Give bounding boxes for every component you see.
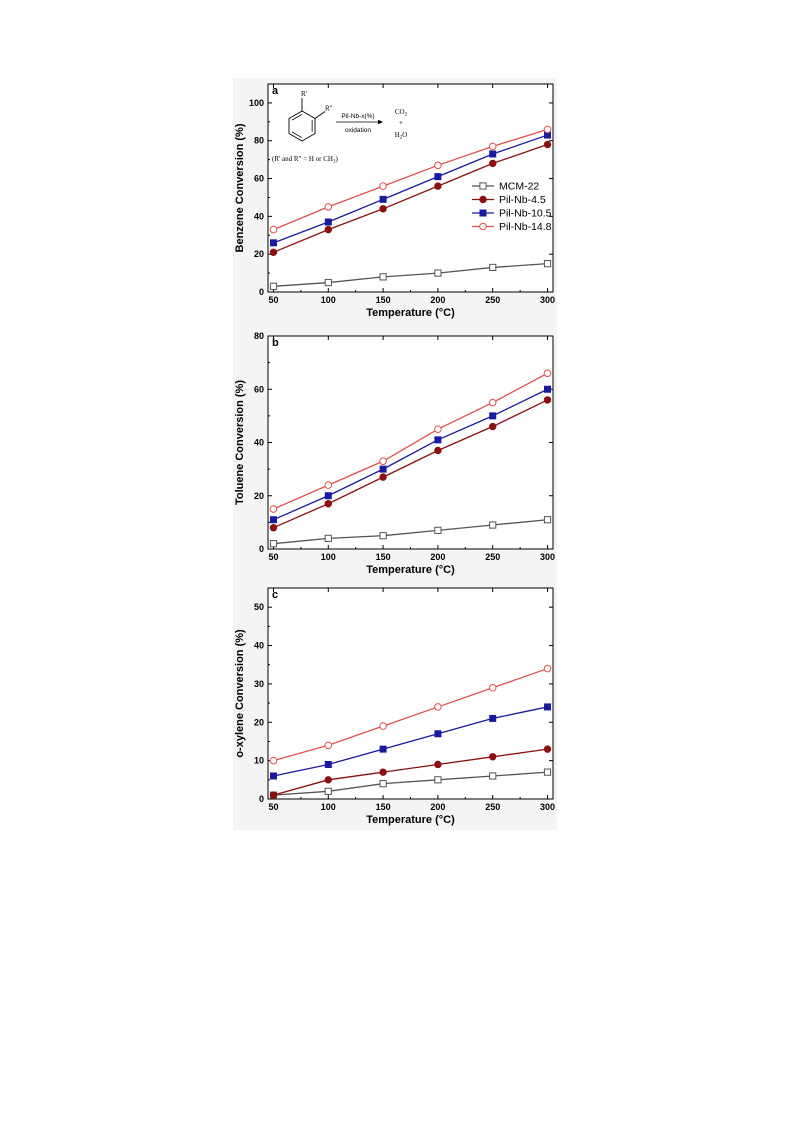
- data-point-pil-nb-14-8: [544, 665, 551, 672]
- y-axis-label: Benzene Conversion (%): [234, 123, 246, 253]
- data-point-pil-nb-10-5: [435, 731, 441, 737]
- legend-label: Pil-Nb-10.5: [499, 207, 552, 220]
- data-point-pil-nb-10-5: [325, 761, 331, 767]
- data-point-pil-nb-14-8: [325, 482, 332, 489]
- plot-area-b: [268, 336, 553, 549]
- data-point-mcm-22: [380, 274, 386, 280]
- substituent-side-label: R": [324, 104, 333, 113]
- x-tick-label: 100: [320, 802, 336, 812]
- y-tick-label: 40: [253, 211, 264, 222]
- panel-a: [234, 84, 555, 319]
- y-axis-label: Toluene Conversion (%): [234, 379, 246, 506]
- data-point-pil-nb-10-5: [435, 174, 441, 180]
- data-point-pil-nb-4-5: [270, 524, 277, 531]
- data-point-pil-nb-10-5: [490, 151, 496, 157]
- data-point-pil-nb-4-5: [544, 141, 551, 148]
- product-1: $CO_2$: [394, 108, 408, 118]
- data-point-mcm-22: [270, 541, 276, 547]
- data-point-mcm-22: [380, 781, 386, 787]
- y-tick-label: 0: [258, 287, 264, 297]
- data-point-pil-nb-10-5: [380, 746, 386, 752]
- data-point-pil-nb-4-5: [380, 474, 387, 481]
- data-point-pil-nb-14-8: [544, 126, 551, 133]
- x-tick-label: 300: [540, 552, 556, 562]
- scheme-note-end: ): [335, 155, 338, 163]
- y-tick-label: 0: [258, 544, 264, 554]
- y-tick-label: 10: [253, 755, 264, 766]
- data-point-pil-nb-4-5: [489, 754, 496, 761]
- data-point-pil-nb-10-5: [490, 413, 496, 419]
- x-axis-label: Temperature (°C): [366, 307, 455, 319]
- data-point-pil-nb-14-8: [435, 426, 442, 433]
- data-point-pil-nb-14-8: [489, 143, 496, 150]
- data-point-pil-nb-10-5: [325, 493, 331, 499]
- x-tick-label: 50: [268, 802, 279, 812]
- data-point-pil-nb-10-5: [544, 386, 550, 392]
- data-point-pil-nb-10-5: [325, 219, 331, 225]
- x-tick-label: 200: [430, 552, 446, 562]
- data-point-pil-nb-4-5: [380, 206, 387, 213]
- x-tick-label: 150: [375, 552, 391, 562]
- data-point-pil-nb-14-8: [380, 183, 387, 190]
- catalyst-label: Pil-Nb-x(%): [341, 113, 375, 120]
- y-tick-label: 20: [253, 717, 264, 728]
- x-tick-label: 200: [430, 295, 446, 305]
- data-point-mcm-22: [325, 788, 331, 794]
- data-point-pil-nb-14-8: [325, 742, 332, 749]
- data-point-pil-nb-14-8: [380, 458, 387, 465]
- data-point-pil-nb-10-5: [270, 240, 276, 246]
- data-point-pil-nb-4-5: [380, 769, 387, 776]
- data-point-mcm-22: [270, 283, 276, 289]
- data-point-mcm-22: [325, 279, 331, 285]
- y-tick-label: 60: [253, 384, 264, 395]
- data-point-mcm-22: [490, 773, 496, 779]
- x-tick-label: 300: [540, 802, 556, 812]
- panel-label: c: [272, 589, 279, 601]
- data-point-pil-nb-10-5: [490, 715, 496, 721]
- y-tick-label: 80: [253, 135, 264, 146]
- panel-c: [234, 588, 555, 826]
- subscript: 3: [332, 159, 336, 165]
- legend-marker: [480, 183, 486, 189]
- x-axis-label: Temperature (°C): [366, 564, 455, 576]
- data-point-mcm-22: [544, 261, 550, 267]
- y-tick-label: 20: [253, 249, 264, 260]
- x-tick-label: 300: [540, 295, 556, 305]
- plot-area-c: [268, 588, 553, 799]
- data-point-pil-nb-10-5: [380, 466, 386, 472]
- data-point-pil-nb-14-8: [270, 506, 277, 513]
- y-tick-label: 80: [253, 331, 264, 341]
- data-point-pil-nb-14-8: [435, 704, 442, 711]
- data-point-pil-nb-4-5: [270, 792, 277, 799]
- data-point-pil-nb-4-5: [325, 226, 332, 233]
- y-tick-label: 50: [253, 602, 264, 613]
- legend-label: Pil-Nb-14.8: [499, 221, 552, 233]
- x-tick-label: 50: [268, 295, 279, 305]
- data-point-pil-nb-4-5: [435, 183, 442, 190]
- y-tick-label: 40: [253, 640, 264, 651]
- data-point-pil-nb-10-5: [435, 437, 441, 443]
- x-tick-label: 100: [320, 552, 336, 562]
- x-tick-label: 250: [485, 552, 501, 562]
- data-point-mcm-22: [490, 522, 496, 528]
- plus-sign: +: [399, 119, 403, 127]
- subscript: 2: [399, 135, 403, 141]
- x-axis-label: Temperature (°C): [366, 814, 455, 826]
- y-tick-label: 30: [253, 678, 264, 689]
- y-tick-label: 100: [248, 97, 264, 108]
- data-point-mcm-22: [435, 777, 441, 783]
- data-point-pil-nb-14-8: [489, 399, 496, 406]
- y-tick-label: 40: [253, 437, 264, 448]
- product-2: $H_2O$: [394, 131, 408, 141]
- x-tick-label: 150: [375, 802, 391, 812]
- data-point-mcm-22: [435, 527, 441, 533]
- data-point-mcm-22: [544, 769, 550, 775]
- x-tick-label: 100: [320, 295, 336, 305]
- data-point-pil-nb-14-8: [270, 757, 277, 764]
- data-point-pil-nb-14-8: [435, 162, 442, 169]
- data-point-mcm-22: [380, 533, 386, 539]
- data-point-pil-nb-10-5: [270, 517, 276, 523]
- panels: [234, 84, 555, 826]
- legend-label: Pil-Nb-4.5: [499, 194, 546, 206]
- x-tick-label: 250: [485, 802, 501, 812]
- data-point-pil-nb-10-5: [380, 196, 386, 202]
- data-point-pil-nb-4-5: [325, 777, 332, 784]
- data-point-pil-nb-4-5: [435, 447, 442, 454]
- data-point-pil-nb-4-5: [270, 249, 277, 256]
- x-tick-label: 50: [268, 552, 279, 562]
- product-2-rest: O: [402, 131, 408, 139]
- legend-marker: [480, 196, 487, 203]
- data-point-pil-nb-4-5: [435, 761, 442, 768]
- data-point-mcm-22: [435, 270, 441, 276]
- data-point-pil-nb-4-5: [489, 423, 496, 430]
- legend-marker: [480, 223, 487, 230]
- data-point-pil-nb-4-5: [489, 160, 496, 167]
- legend-marker: [480, 210, 486, 216]
- legend-label: MCM-22: [499, 180, 540, 193]
- scheme-note: (R' and R" = H or $CH_3$): [272, 155, 338, 165]
- data-point-pil-nb-14-8: [270, 226, 277, 233]
- data-point-mcm-22: [544, 517, 550, 523]
- data-point-pil-nb-4-5: [544, 397, 551, 404]
- data-point-pil-nb-14-8: [325, 204, 332, 211]
- condition-label: oxidation: [344, 127, 372, 134]
- panel-label: a: [272, 85, 279, 97]
- x-tick-label: 150: [375, 295, 391, 305]
- y-axis-label: o-xylene Conversion (%): [234, 629, 246, 758]
- y-tick-label: 20: [253, 490, 264, 501]
- panel-b: [234, 331, 555, 576]
- panel-label: b: [272, 337, 279, 349]
- data-point-pil-nb-14-8: [544, 370, 551, 377]
- data-point-pil-nb-10-5: [270, 773, 276, 779]
- x-tick-label: 250: [485, 295, 501, 305]
- data-point-pil-nb-10-5: [544, 704, 550, 710]
- data-point-pil-nb-4-5: [544, 746, 551, 753]
- y-tick-label: 60: [253, 173, 264, 184]
- data-point-mcm-22: [325, 535, 331, 541]
- data-point-pil-nb-14-8: [489, 684, 496, 691]
- subscript: 2: [404, 112, 408, 118]
- data-point-pil-nb-4-5: [325, 500, 332, 507]
- substituent-top-label: R': [301, 90, 307, 98]
- x-tick-label: 200: [430, 802, 446, 812]
- data-point-pil-nb-14-8: [380, 723, 387, 730]
- y-tick-label: 0: [258, 794, 264, 804]
- data-point-mcm-22: [490, 264, 496, 270]
